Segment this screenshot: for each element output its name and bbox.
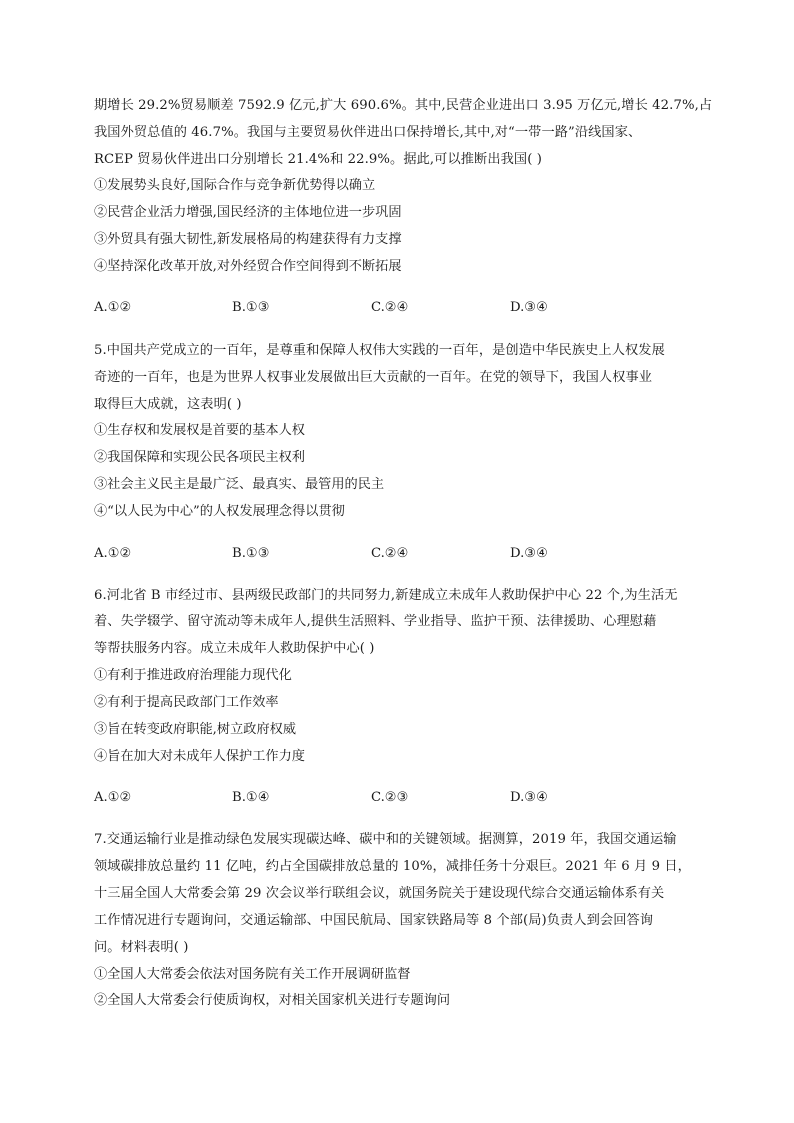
q5-choice-d[interactable]: D.③④ [510,546,548,561]
q6-option-4: ④旨在加大对未成年人保护工作力度 [94,749,305,764]
q6-stem-line-2: 着、失学辍学、留守流动等未成年人,提供生活照料、学业指导、监护干预、法律援助、心理慰藉 [94,614,657,629]
q4-choice-c[interactable]: C.②④ [371,300,409,315]
q4-choices [94,298,614,318]
q7-stem-line-1: 7.交通运输行业是推动绿色发展实现碳达峰、碳中和的关键领域。据测算，2019 年，我国交通运输 [94,832,677,847]
q6-choice-d[interactable]: D.③④ [510,790,548,805]
q7-stem-line-3: 十三届全国人大常委会第 29 次会议举行联组会议，就国务院关于建设现代综合交通运输体系有关 [94,886,665,901]
q4-choice-b[interactable]: B.①③ [232,300,270,315]
q7-option-2: ②全国人大常委会行使质询权，对相关国家机关进行专题询问 [94,993,451,1008]
q4-stem-line-3: RCEP 贸易伙伴进出口分别增长 21.4%和 22.9%。据此,可以推断出我国( ) [94,152,542,167]
q5-option-3: ③社会主义民主是最广泛、最真实、最管用的民主 [94,477,385,492]
q6-stem-line-1: 6.河北省 B 市经过市、县两级民政部门的共同努力,新建成立未成年人救助保护中心 22 个,为生活无 [94,588,678,603]
q5-choices [94,544,614,564]
q4-option-3: ③外贸具有强大韧性,新发展格局的构建获得有力支撑 [94,232,402,247]
q5-option-2: ②我国保障和实现公民各项民主权利 [94,450,305,465]
q5-choice-a[interactable]: A.①② [94,546,132,561]
q5-stem-line-3: 取得巨大成就，这表明( ) [94,397,242,412]
q6-choices [94,788,614,808]
q6-option-3: ③旨在转变政府职能,树立政府权威 [94,722,297,737]
q5-stem-line-2: 奇迹的一百年，也是为世界人权事业发展做出巨大贡献的一百年。在党的领导下，我国人权事业 [94,370,653,385]
q6-choice-a[interactable]: A.①② [94,790,132,805]
q6-choice-c[interactable]: C.②③ [371,790,409,805]
q4-option-4: ④坚持深化改革开放,对外经贸合作空间得到不断拓展 [94,259,402,274]
q7-stem-line-2: 领域碳排放总量约 11 亿吨，约占全国碳排放总量的 10%，减排任务十分艰巨。2021 年 6 月 9 日， [94,859,691,874]
q4-option-1: ①发展势头良好,国际合作与竞争新优势得以确立 [94,178,376,193]
q5-stem-line-1: 5.中国共产党成立的一百年，是尊重和保障人权伟大实践的一百年，是创造中华民族史上人权发展 [94,343,665,358]
q5-choice-b[interactable]: B.①③ [232,546,270,561]
q4-stem-line-2: 我国外贸总值的 46.7%。我国与主要贸易伙伴进出口保持增长,其中,对“一带一路”沿线国家、 [94,125,642,140]
q4-option-2: ②民营企业活力增强,国民经济的主体地位进一步巩固 [94,205,402,220]
q6-choice-b[interactable]: B.①④ [232,790,270,805]
q5-option-4: ④“以人民为中心”的人权发展理念得以贯彻 [94,504,345,519]
q7-stem-line-5: 问。材料表明( ) [94,940,189,955]
q5-choice-c[interactable]: C.②④ [371,546,409,561]
q6-option-2: ②有利于提高民政部门工作效率 [94,695,279,710]
q4-choice-d[interactable]: D.③④ [510,300,548,315]
q7-stem-line-4: 工作情况进行专题询问，交通运输部、中国民航局、国家铁路局等 8 个部(局)负责人到会回答询 [94,913,654,928]
q5-option-1: ①生存权和发展权是首要的基本人权 [94,423,305,438]
q6-stem-line-3: 等帮扶服务内容。成立未成年人救助保护中心( ) [94,641,375,656]
q4-stem-line-1: 期增长 29.2%贸易顺差 7592.9 亿元,扩大 690.6%。其中,民营企业进出口 3.95 万亿元,增长 42.7%,占 [94,98,713,113]
q6-option-1: ①有利于推进政府治理能力现代化 [94,668,292,683]
q7-option-1: ①全国人大常委会依法对国务院有关工作开展调研监督 [94,967,411,982]
q4-choice-a[interactable]: A.①② [94,300,132,315]
